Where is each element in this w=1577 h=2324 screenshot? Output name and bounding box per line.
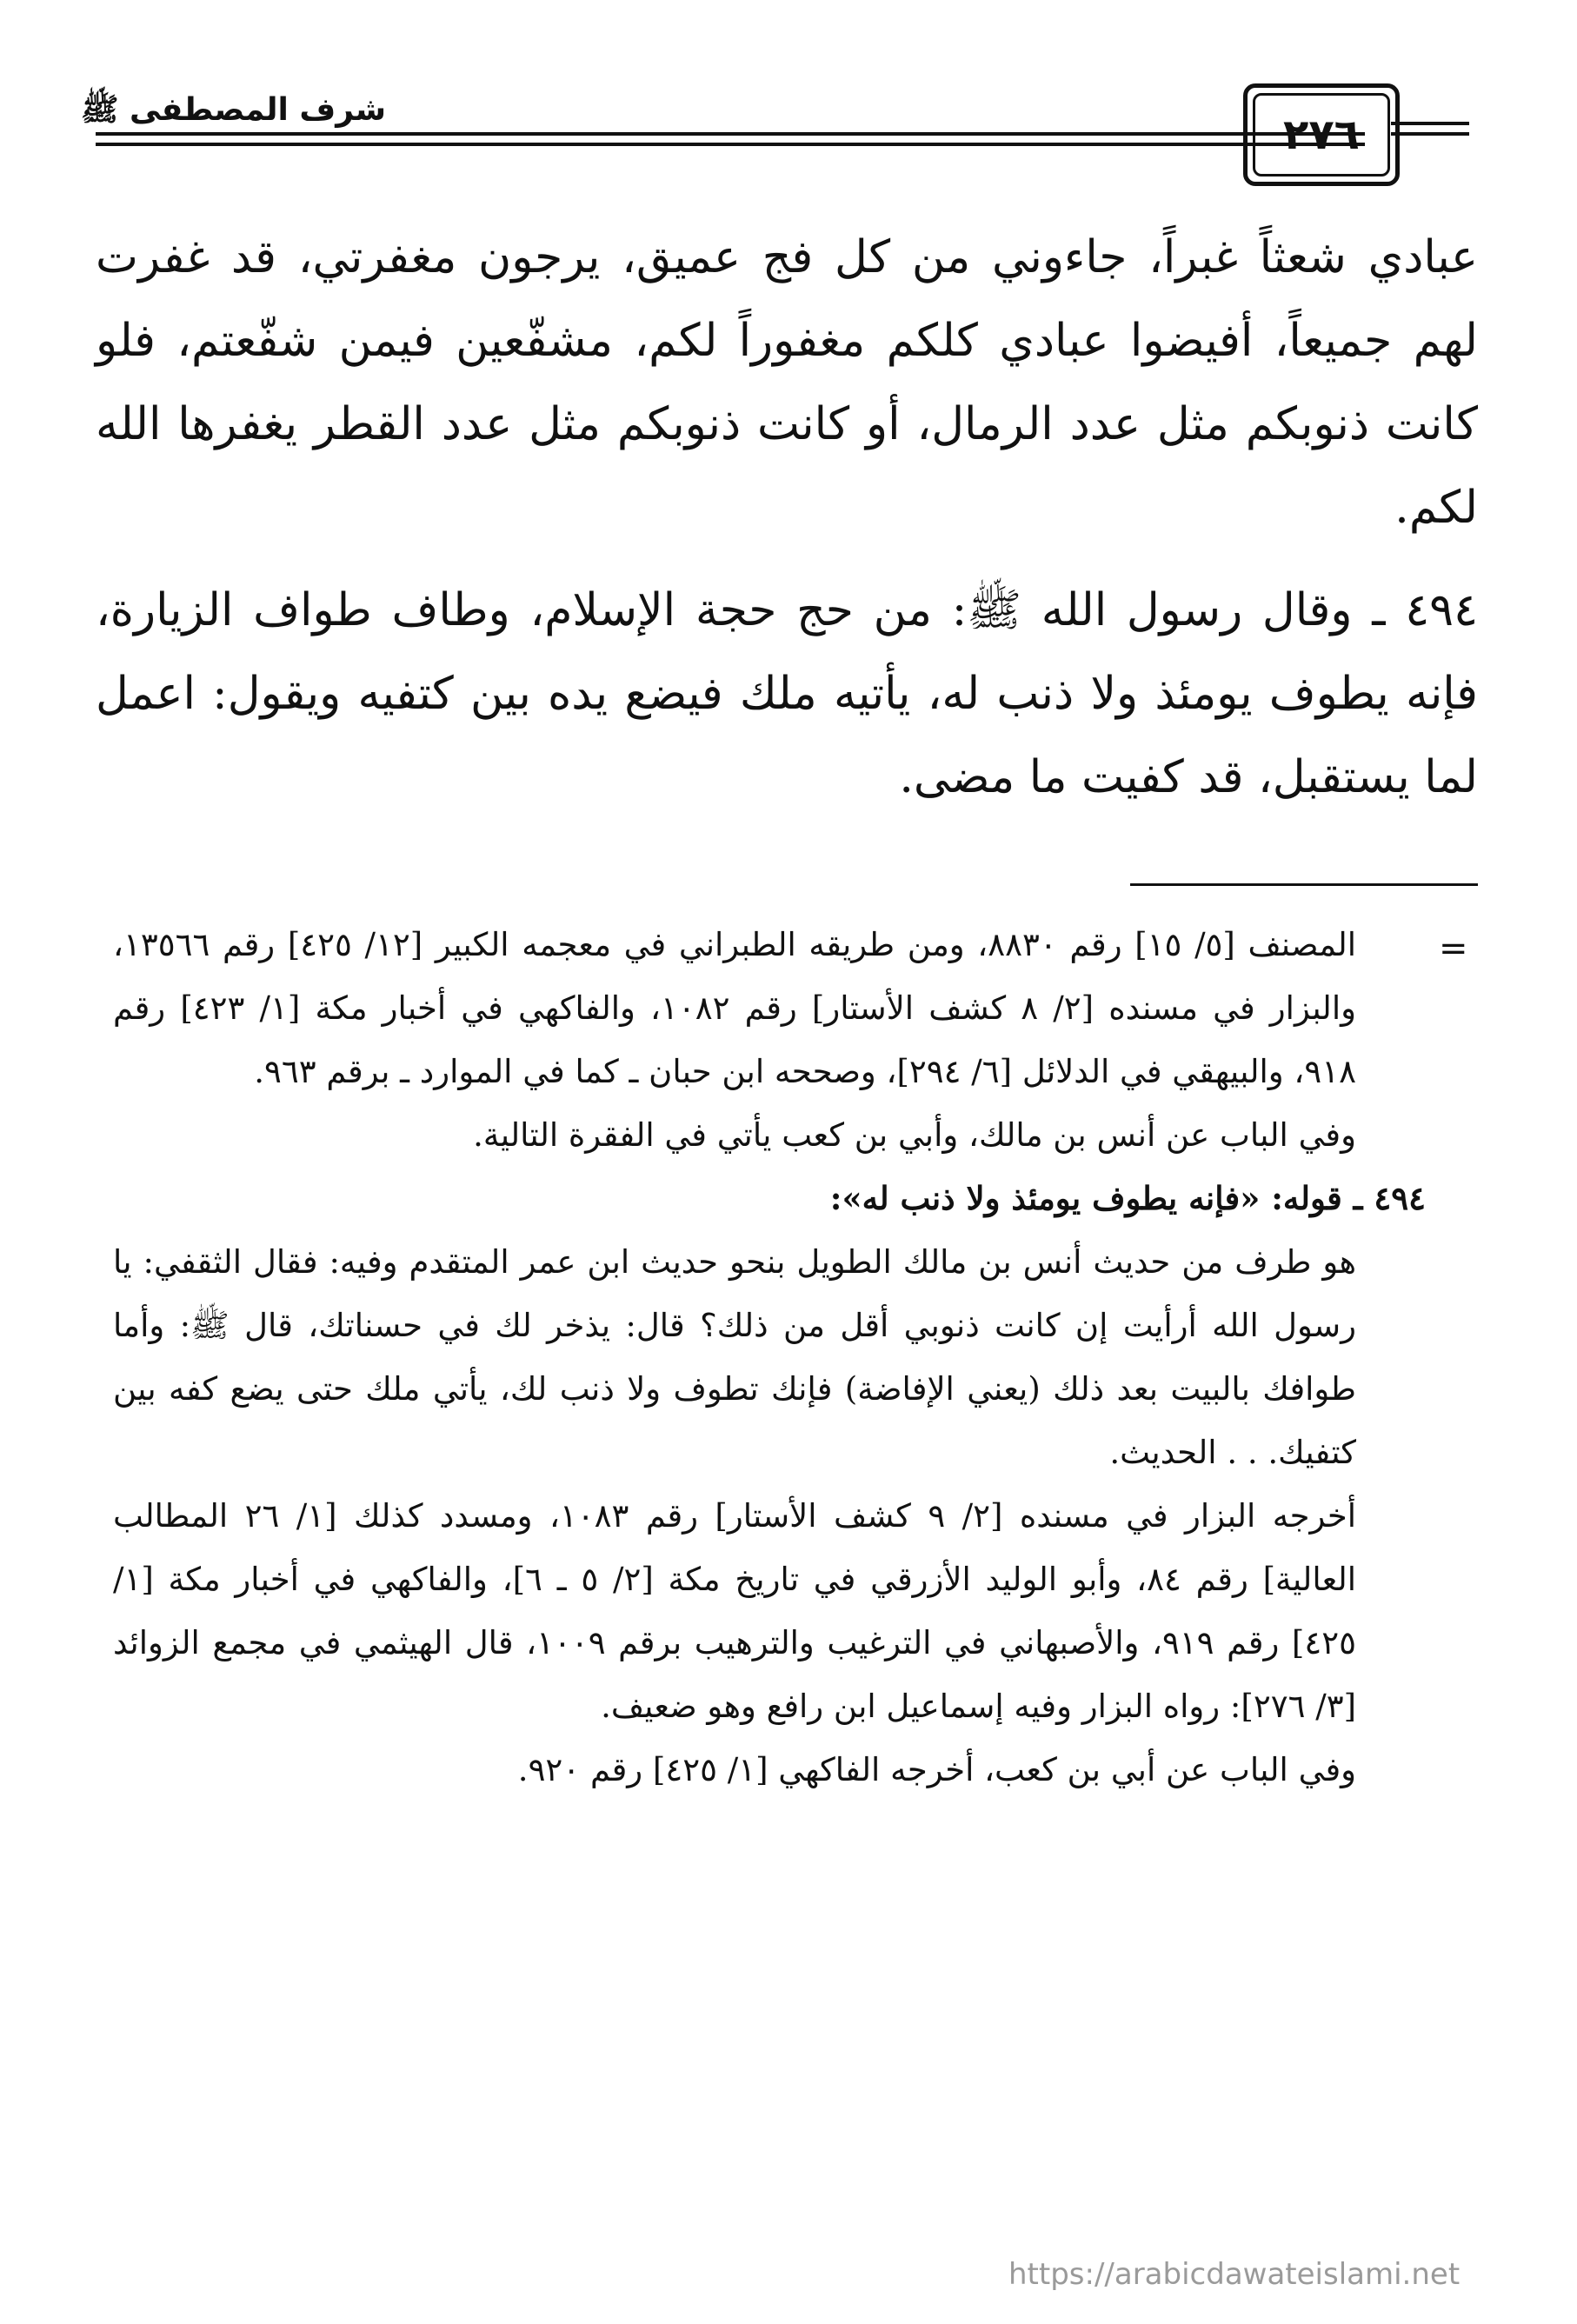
page-header xyxy=(0,83,1577,196)
footnote-separator xyxy=(1130,883,1478,886)
main-text xyxy=(96,216,1478,838)
footnotes xyxy=(113,913,1426,1801)
footnote-heading: ٤٩٤ ـ قوله: «فإنه يطوف يومئذ ولا ذنب له»: xyxy=(829,1179,1426,1217)
header-rule xyxy=(1391,122,1469,125)
header-rule xyxy=(1391,132,1469,136)
footnote-continuation-mark: = xyxy=(1439,929,1468,969)
header-rule xyxy=(96,143,1365,146)
footnote-line: المصنف [٥/ ١٥] رقم ٨٨٣٠، ومن طريقه الطبراني في معجمه الكبير [١٢/ ٤٢٥] رقم ١٣٥٦٦، والبزار في مسنده [٢/ ٨ كشف الأستار] رقم ١٠٨٢، والفاكهي في أخبار مكة [١/ ٤٢٣] رقم ٩١٨، والبيهقي في الدلائل [٦/ ٢٩٤]، وصححه ابن حبان ـ كما في الموارد ـ برقم ٩٦٣. xyxy=(113,926,1357,1090)
footnote-line: وفي الباب عن أنس بن مالك، وأبي بن كعب يأتي في الفقرة التالية. xyxy=(473,1116,1356,1154)
main-paragraph: عبادي شعثاً غبراً، جاءوني من كل فج عميق، يرجون مغفرتي، قد غفرت لهم جميعاً، أفيضوا عبادي كلكم مغفوراً لكم، مشفّعين فيمن شفّعتم، فلو كانت ذنوبكم مثل عدد الرمال، أو كانت ذنوبكم مثل عدد القطر يغفرها الله لكم. xyxy=(96,231,1478,534)
footnote-line: أخرجه البزار في مسنده [٢/ ٩ كشف الأستار] رقم ١٠٨٣، ومسدد كذلك [١/ ٢٦ المطالب العالية] رقم ٨٤، وأبو الوليد الأزرقي في تاريخ مكة [٢/ ٥ ـ ٦]، والفاكهي في أخبار مكة [١/ ٤٢٥] رقم ٩١٩، والأصبهاني في الترغيب والترهيب برقم ١٠٠٩، قال الهيثمي في مجمع الزوائد [٣/ ٢٧٦]: رواه البزار وفيه إسماعيل ابن رافع وهو ضعيف. xyxy=(113,1497,1357,1725)
watermark-url: https://arabicdawateislami.net xyxy=(1008,2257,1461,2292)
page-number: ٢٧٦ xyxy=(1253,93,1390,176)
running-title: شرف المصطفى ﷺ xyxy=(80,92,386,128)
page-number-frame xyxy=(1243,83,1400,186)
footnote-line: هو طرف من حديث أنس بن مالك الطويل بنحو حديث ابن عمر المتقدم وفيه: فقال الثقفي: يا رسول الله أرأيت إن كانت ذنوبي أقل من ذلك؟ قال: يذخر لك في حسناتك، قال ﷺ: وأما طوافك بالبيت بعد ذلك (يعني الإفاضة) فإنك تطوف ولا ذنب لك، يأتي ملك حتى يضع كفه بين كتفيك. . . الحديث. xyxy=(113,1243,1356,1471)
main-paragraph-hadith-494: ٤٩٤ ـ وقال رسول الله ﷺ: من حج حجة الإسلام، وطاف طواف الزيارة، فإنه يطوف يومئذ ولا ذنب له، يأتيه ملك فيضع يده بين كتفيه ويقول: اعمل لما يستقبل، قد كفيت ما مضى. xyxy=(96,584,1478,803)
footnote-line: وفي الباب عن أبي بن كعب، أخرجه الفاكهي [١/ ٤٢٥] رقم ٩٢٠. xyxy=(517,1751,1356,1788)
